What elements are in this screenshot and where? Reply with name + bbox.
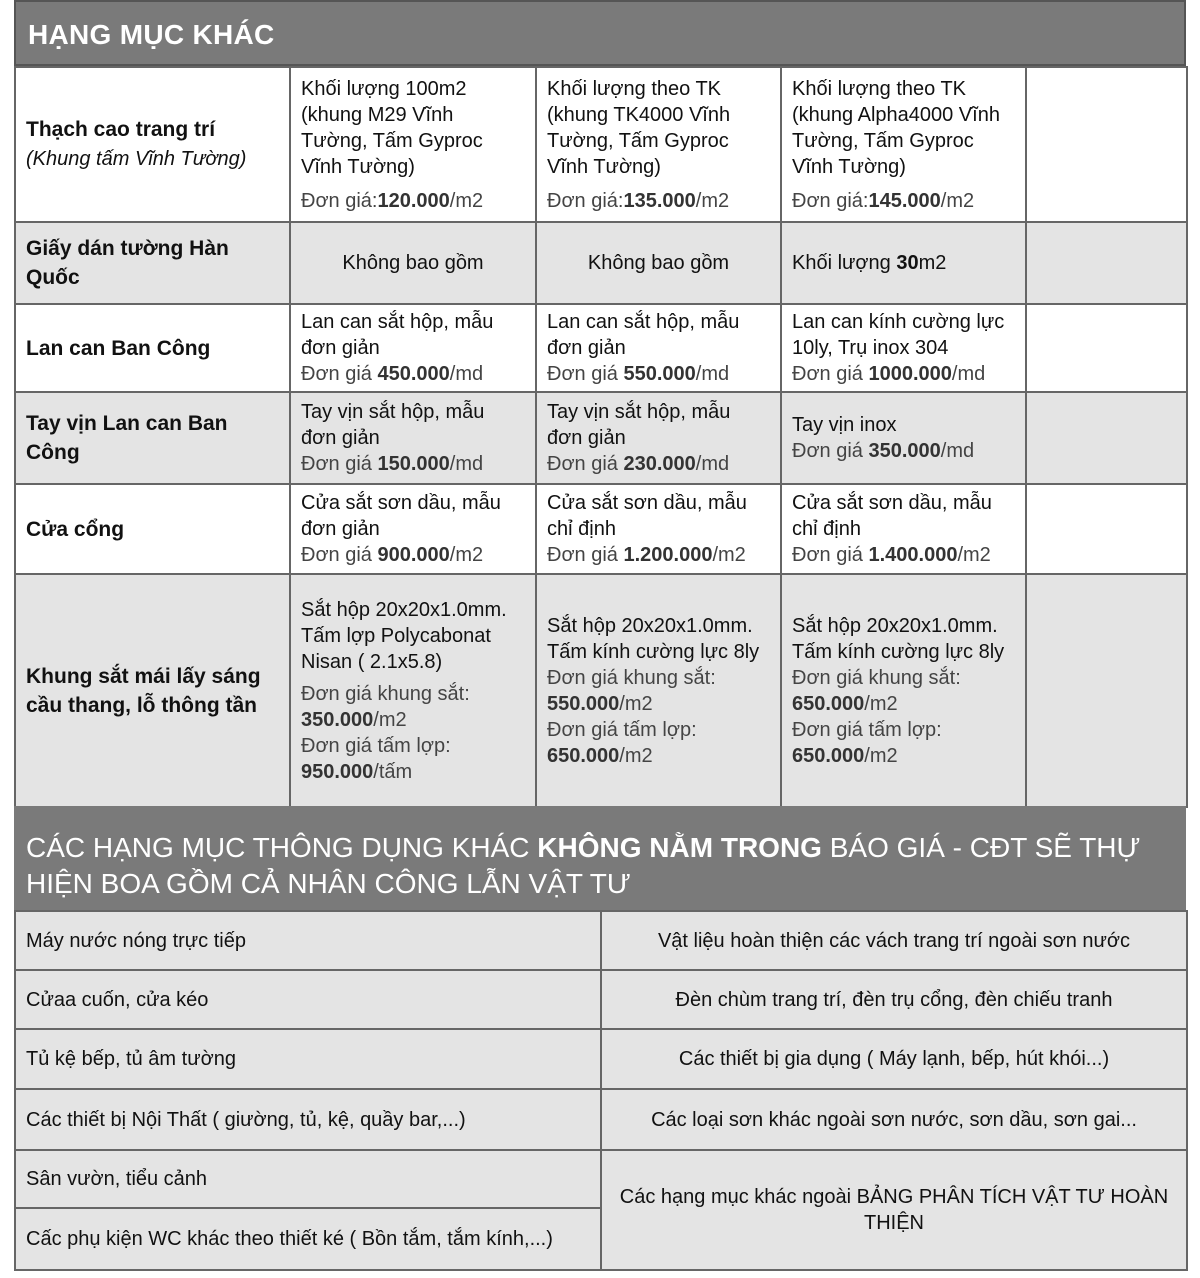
option-cell: Lan can kính cường lực 10ly, Trụ inox 304 Đơn giá 1000.000/md: [781, 304, 1026, 392]
option-cell: Sắt hộp 20x20x1.0mm. Tấm kính cường lực 8ly Đơn giá khung sắt: 650.000/m2 Đơn giá tấm lợp: 650.000/m2: [781, 574, 1026, 807]
option-cell: Không bao gồm: [290, 222, 536, 304]
table-row: [15, 911, 1187, 970]
excluded-item: Các loại sơn khác ngoài sơn nước, sơn dầu, sơn gai...: [601, 1089, 1187, 1150]
empty-cell: [1026, 574, 1187, 807]
frame-price: Đơn giá khung sắt: 650.000/m2: [792, 666, 961, 715]
option-cell: Khối lượng 100m2 (khung M29 Vĩnh Tường, Tấm Gyproc Vĩnh Tường) Đơn giá:120.000/m2: [290, 67, 536, 222]
option-cell: Khối lượng 30m2: [781, 222, 1026, 304]
excluded-item: Các thiết bị Nội Thất ( giường, tủ, kệ, quầy bar,...): [15, 1089, 601, 1150]
unit-price: Đơn giá 150.000/md: [301, 453, 484, 475]
table-row: [15, 574, 1187, 807]
section-header-other-items: [14, 0, 1186, 66]
empty-cell: [1026, 67, 1187, 222]
option-cell: Sắt hộp 20x20x1.0mm. Tấm lợp Polycabonat Nisan ( 2.1x5.8) Đơn giá khung sắt: 350.000/m2 Đơn giá tấm lợp: 950.000/tấm: [290, 574, 536, 807]
empty-cell: [1026, 304, 1187, 392]
row-label: Khung sắt mái lấy sáng cầu thang, lỗ thông tần: [15, 574, 290, 807]
table-row: [15, 1089, 1187, 1150]
other-items-table: [14, 66, 1188, 808]
row-label: Cửa cổng: [15, 484, 290, 574]
table-row: [15, 970, 1187, 1029]
option-cell: Tay vịn sắt hộp, mẫu đơn giản Đơn giá 150.000/md: [290, 392, 536, 484]
section-title-line2: HIỆN BOA GỒM CẢ NHÂN CÔNG LẪN VẬT TƯ: [26, 868, 631, 899]
sheet-price: Đơn giá tấm lợp: 650.000/m2: [547, 718, 697, 767]
unit-price: Đơn giá:135.000/m2: [547, 189, 730, 212]
table-row: [15, 1029, 1187, 1089]
empty-cell: [1026, 392, 1187, 484]
unit-price: Đơn giá 1.400.000/m2: [792, 544, 991, 566]
row-label: Giấy dán tường Hàn Quốc: [15, 222, 290, 304]
empty-cell: [1026, 484, 1187, 574]
excluded-item: Các hạng mục khác ngoài BẢNG PHÂN TÍCH VẬT TƯ HOÀN THIỆN: [601, 1150, 1187, 1270]
excluded-items-table: [14, 910, 1188, 1271]
excluded-item: Tủ kệ bếp, tủ âm tường: [15, 1029, 601, 1089]
option-cell: Không bao gồm: [536, 222, 781, 304]
excluded-item: Sân vườn, tiểu cảnh: [15, 1150, 601, 1208]
unit-price: Đơn giá 1000.000/md: [792, 363, 986, 385]
unit-price: Đơn giá:120.000/m2: [301, 189, 484, 212]
section-title: HẠNG MỤC KHÁC: [28, 19, 275, 50]
unit-price: Đơn giá 900.000/m2: [301, 544, 484, 566]
table-row: [15, 304, 1187, 392]
section-title-line1: CÁC HẠNG MỤC THÔNG DỤNG KHÁC KHÔNG NẰM TRONG BÁO GIÁ - CĐT SẼ THỰ: [26, 832, 1141, 863]
unit-price: Đơn giá 230.000/md: [547, 453, 730, 475]
option-cell: Lan can sắt hộp, mẫu đơn giản Đơn giá 550.000/md: [536, 304, 781, 392]
excluded-item: Đèn chùm trang trí, đèn trụ cổng, đèn chiếu tranh: [601, 970, 1187, 1029]
option-cell: Sắt hộp 20x20x1.0mm. Tấm kính cường lực 8ly Đơn giá khung sắt: 550.000/m2 Đơn giá tấm lợp: 650.000/m2: [536, 574, 781, 807]
row-label: Thạch cao trang trí (Khung tấm Vĩnh Tường): [15, 67, 290, 222]
table-row: [15, 392, 1187, 484]
frame-price: Đơn giá khung sắt: 550.000/m2: [547, 666, 716, 715]
option-cell: Khối lượng theo TK (khung Alpha4000 Vĩnh Tường, Tấm Gyproc Vĩnh Tường) Đơn giá:145.000/m2: [781, 67, 1026, 222]
option-cell: Cửa sắt sơn dầu, mẫu chỉ định Đơn giá 1.400.000/m2: [781, 484, 1026, 574]
sheet-price: Đơn giá tấm lợp: 950.000/tấm: [301, 734, 451, 783]
row-label: Tay vịn Lan can Ban Công: [15, 392, 290, 484]
row-label: Lan can Ban Công: [15, 304, 290, 392]
section-header-excluded-items: [14, 806, 1186, 912]
table-row: [15, 222, 1187, 304]
unit-price: Đơn giá 450.000/md: [301, 363, 484, 385]
option-cell: Cửa sắt sơn dầu, mẫu đơn giản Đơn giá 900.000/m2: [290, 484, 536, 574]
option-cell: Tay vịn sắt hộp, mẫu đơn giản Đơn giá 230.000/md: [536, 392, 781, 484]
option-cell: Tay vịn inox Đơn giá 350.000/md: [781, 392, 1026, 484]
excluded-item: Cửaa cuốn, cửa kéo: [15, 970, 601, 1029]
unit-price: Đơn giá:145.000/m2: [792, 189, 975, 212]
empty-cell: [1026, 222, 1187, 304]
table-row: [15, 1150, 1187, 1208]
excluded-item: Vật liệu hoàn thiện các vách trang trí ngoài sơn nước: [601, 911, 1187, 970]
option-cell: Khối lượng theo TK (khung TK4000 Vĩnh Tường, Tấm Gyproc Vĩnh Tường) Đơn giá:135.000/m2: [536, 67, 781, 222]
unit-price: Đơn giá 550.000/md: [547, 363, 730, 385]
excluded-item: Cấc phụ kiện WC khác theo thiết ké ( Bồn tắm, tắm kính,...): [15, 1208, 601, 1270]
option-cell: Cửa sắt sơn dầu, mẫu chỉ định Đơn giá 1.200.000/m2: [536, 484, 781, 574]
table-row: [15, 67, 1187, 222]
unit-price: Đơn giá 1.200.000/m2: [547, 544, 746, 566]
table-row: [15, 484, 1187, 574]
unit-price: Đơn giá 350.000/md: [792, 440, 975, 462]
frame-price: Đơn giá khung sắt: 350.000/m2: [301, 682, 470, 731]
sheet-price: Đơn giá tấm lợp: 650.000/m2: [792, 718, 942, 767]
excluded-item: Máy nước nóng trực tiếp: [15, 911, 601, 970]
excluded-item: Các thiết bị gia dụng ( Máy lạnh, bếp, hút khói...): [601, 1029, 1187, 1089]
option-cell: Lan can sắt hộp, mẫu đơn giản Đơn giá 450.000/md: [290, 304, 536, 392]
